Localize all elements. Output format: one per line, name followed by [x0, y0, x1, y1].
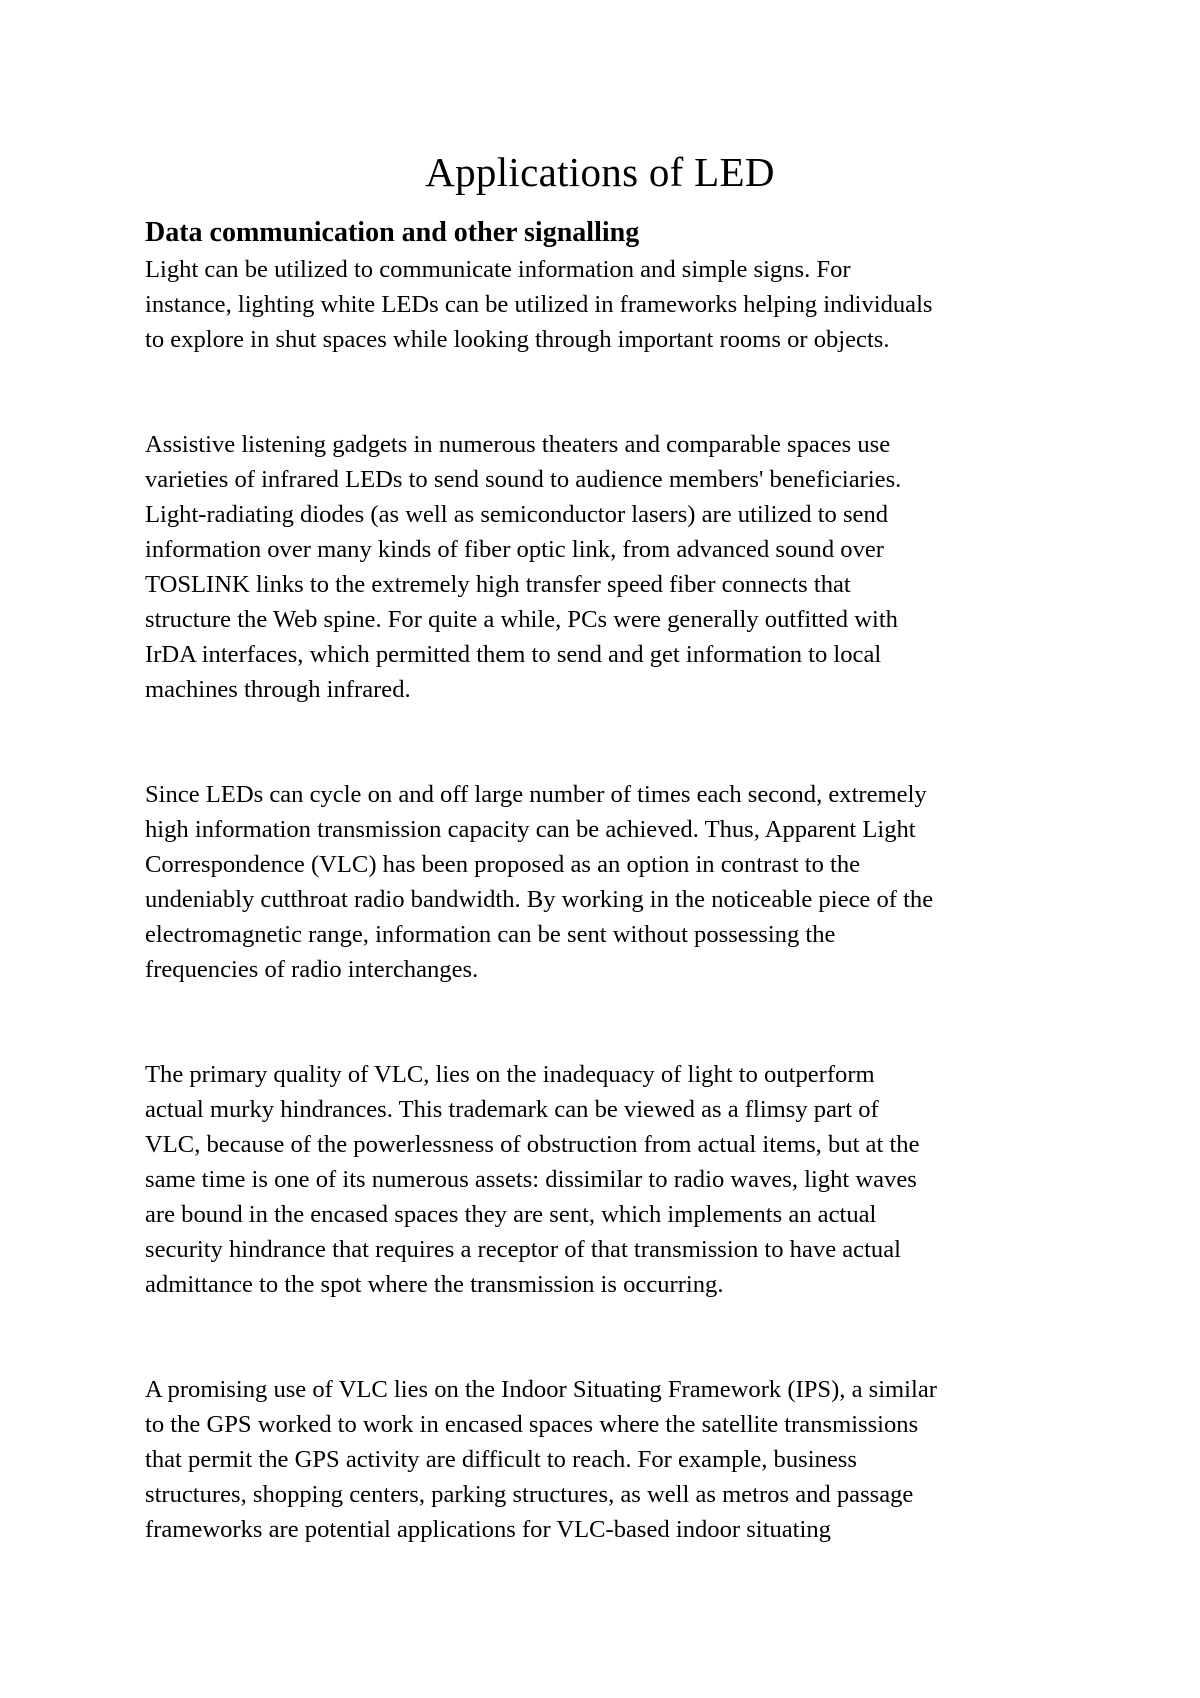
paragraph-line: electromagnetic range, information can be sent without possessing the: [145, 921, 836, 948]
paragraph-line: high information transmission capacity can be achieved. Thus, Apparent Light: [145, 816, 916, 843]
paragraph-line: TOSLINK links to the extremely high transfer speed fiber connects that: [145, 571, 851, 598]
section-heading: Data communication and other signalling: [145, 217, 640, 248]
paragraph-spacer: [145, 1302, 1065, 1372]
paragraph-spacer: [145, 987, 1065, 1057]
paragraph-line: varieties of infrared LEDs to send sound to audience members' beneficiaries.: [145, 466, 902, 493]
document-body: [145, 214, 1065, 1547]
paragraph-line: frequencies of radio interchanges.: [145, 956, 479, 983]
paragraph-line: same time is one of its numerous assets: dissimilar to radio waves, light waves: [145, 1166, 917, 1193]
paragraph-line: Assistive listening gadgets in numerous theaters and comparable spaces use: [145, 431, 891, 458]
paragraph-line: A promising use of VLC lies on the Indoor Situating Framework (IPS), a similar: [145, 1376, 937, 1403]
paragraph-spacer: [145, 357, 1065, 427]
paragraph-line: IrDA interfaces, which permitted them to send and get information to local: [145, 641, 882, 668]
paragraph-line: Since LEDs can cycle on and off large number of times each second, extremely: [145, 781, 927, 808]
paragraph-line: security hindrance that requires a receptor of that transmission to have actual: [145, 1236, 901, 1263]
paragraph-line: Light can be utilized to communicate information and simple signs. For: [145, 256, 851, 283]
paragraph-3: [145, 777, 1065, 987]
paragraph-line: The primary quality of VLC, lies on the inadequacy of light to outperform: [145, 1061, 875, 1088]
paragraph-line: are bound in the encased spaces they are sent, which implements an actual: [145, 1201, 877, 1228]
paragraph-line: structures, shopping centers, parking structures, as well as metros and passage: [145, 1481, 914, 1508]
paragraph-line: Correspondence (VLC) has been proposed as an option in contrast to the: [145, 851, 861, 878]
paragraph-line: admittance to the spot where the transmission is occurring.: [145, 1271, 724, 1298]
paragraph-line: Light-radiating diodes (as well as semiconductor lasers) are utilized to send: [145, 501, 889, 528]
paragraph-line: VLC, because of the powerlessness of obstruction from actual items, but at the: [145, 1131, 920, 1158]
paragraph-5: [145, 1372, 1065, 1547]
paragraph-line: frameworks are potential applications for VLC-based indoor situating: [145, 1516, 831, 1543]
paragraph-line: to explore in shut spaces while looking through important rooms or objects.: [145, 326, 890, 353]
paragraph-4: [145, 1057, 1065, 1302]
paragraph-line: instance, lighting white LEDs can be utilized in frameworks helping individuals: [145, 291, 933, 318]
paragraph-line: information over many kinds of fiber optic link, from advanced sound over: [145, 536, 884, 563]
paragraph-line: to the GPS worked to work in encased spaces where the satellite transmissions: [145, 1411, 919, 1438]
paragraph-1: [145, 252, 1065, 357]
paragraph-line: machines through infrared.: [145, 676, 411, 703]
paragraph-line: actual murky hindrances. This trademark can be viewed as a flimsy part of: [145, 1096, 879, 1123]
paragraph-2: [145, 427, 1065, 707]
paragraph-line: structure the Web spine. For quite a while, PCs were generally outfitted with: [145, 606, 898, 633]
paragraph-line: undeniably cutthroat radio bandwidth. By working in the noticeable piece of the: [145, 886, 934, 913]
paragraph-spacer: [145, 707, 1065, 777]
paragraph-line: that permit the GPS activity are difficult to reach. For example, business: [145, 1446, 857, 1473]
page-title: Applications of LED: [425, 149, 775, 195]
